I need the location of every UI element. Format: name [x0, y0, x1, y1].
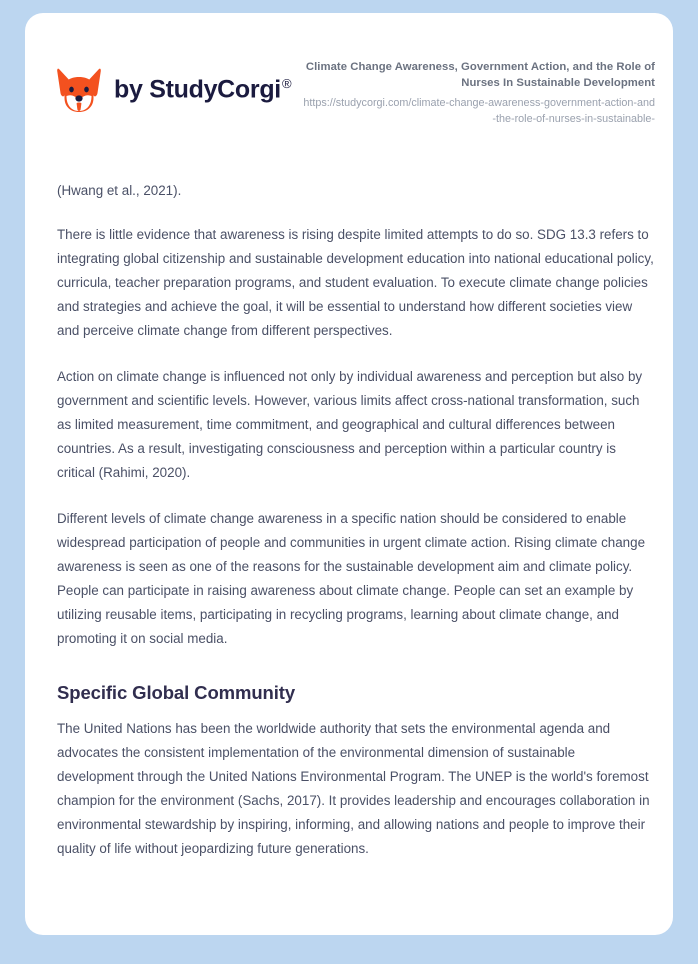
- brand-logo-group: [55, 65, 291, 115]
- header-meta: [291, 57, 655, 127]
- paragraph: Action on climate change is influenced not only by individual awareness and perception but also by government and scientific levels. However, various limits affect cross-national transformation, such as limited measurement, time commitment, and geographical and cultural differences between countries. As a result, investigating consciousness and perception within a particular country is critical (Rahimi, 2020).: [57, 369, 643, 480]
- document-header: [25, 13, 673, 148]
- paragraph: The United Nations has been the worldwide authority that sets the environmental agenda and advocates the consistent implementation of the environmental dimension of sustainable development through the United Nations Environmental Program. The UNEP is the world's foremost champion for the environment (Sachs, 2017). It provides leadership and encourages collaboration in environmental stewardship by inspiring, informing, and allowing nations and people to improve their quality of life without jeopardizing future generations.: [57, 721, 650, 857]
- paragraph: (Hwang et al., 2021).: [57, 183, 182, 198]
- brand-wordmark: [114, 77, 291, 102]
- brand-name-text: by StudyCorgi: [114, 75, 281, 104]
- registered-trademark-icon: ®: [281, 76, 292, 92]
- corgi-logo-icon: [55, 65, 103, 115]
- paragraph: Different levels of climate change awareness in a specific nation should be considered to enable widespread participation of people and communities in urgent climate action. Rising climate change awareness is seen as one of the reasons for the sustainable development aim and climate policy. People can participate in raising awareness about climate change. People can set an example by utilizing reusable items, participating in recycling programs, learning about climate change, and promoting it on social media.: [57, 511, 646, 646]
- document-url[interactable]: https://studycorgi.com/climate-change-awareness-government-action-and-the-role-of-nurses-in-sustainable-: [303, 97, 655, 125]
- section-heading: Specific Global Community: [57, 682, 296, 703]
- document-body: [57, 179, 655, 883]
- document-title: Climate Change Awareness, Government Action, and the Role of Nurses In Sustainable Development: [305, 61, 655, 90]
- paragraph: There is little evidence that awareness is rising despite limited attempts to do so. SDG 13.3 refers to integrating global citizenship and sustainable development education into national educational policy, curricula, teacher preparation programs, and student evaluation. To execute climate change policies and strategies and achieve the goal, it will be essential to understand how different societies view and perceive climate change from different perspectives.: [57, 227, 654, 338]
- document-page: [25, 13, 673, 935]
